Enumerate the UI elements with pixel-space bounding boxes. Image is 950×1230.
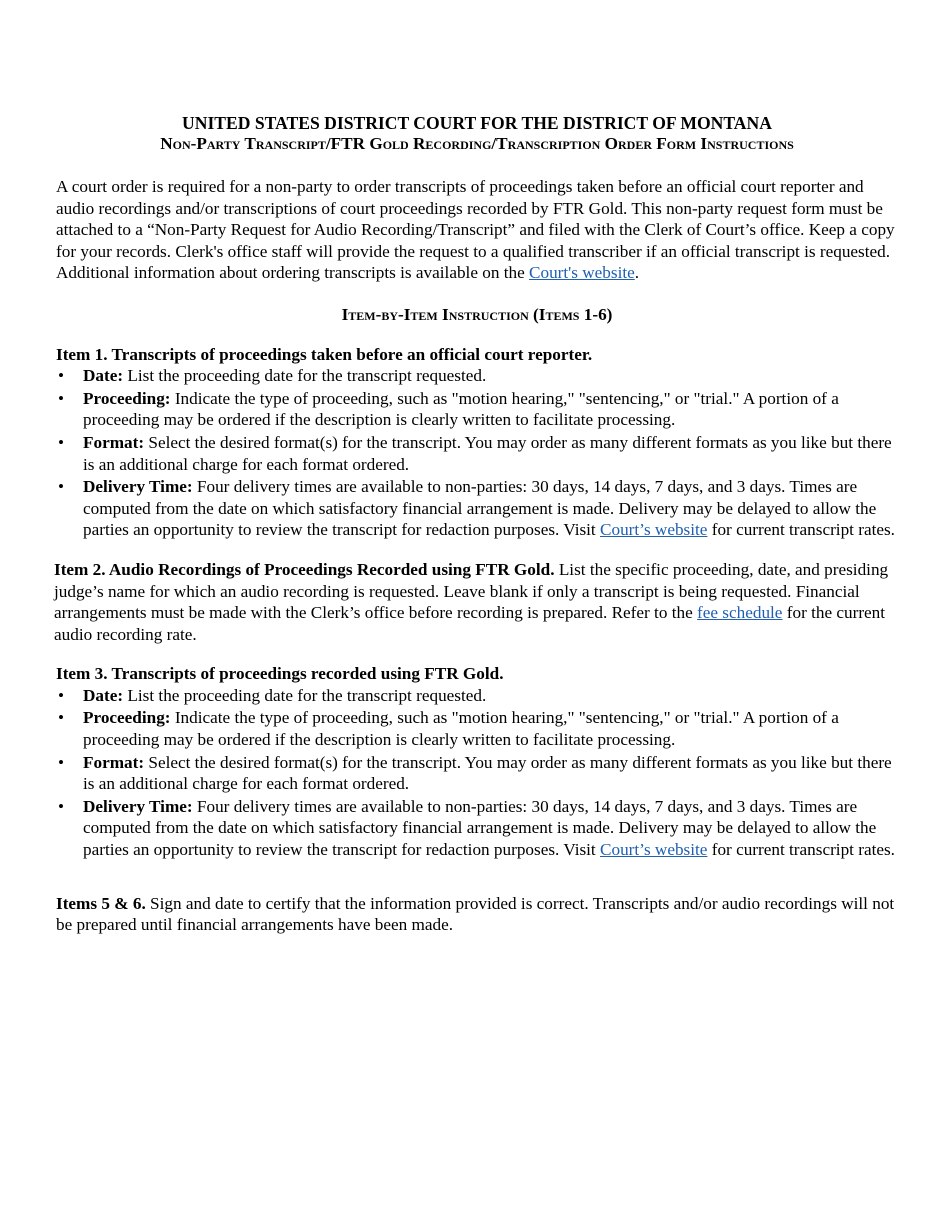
bullet-label: Format: [83,752,145,772]
items56-text: Sign and date to certify that the information provided is correct. Transcripts and/or audio recordings will not be prepared until financial arrangements have been made. [56,893,895,935]
bullet-text: Select the desired format(s) for the transcript. You may order as many different formats as you like but there is an additional charge for each format ordered. [83,432,892,474]
courts-website-link[interactable]: Court's website [529,263,635,283]
bullet-icon: • [57,708,65,728]
item2-text-end: for the current audio recording rate. [54,603,886,644]
item2-label: Item 2. Audio Recordings of Proceedings Recorded using FTR Gold. [54,559,555,579]
bullet-label: Proceeding: [83,708,171,728]
item2-paragraph [54,559,898,645]
bullet-text: Select the desired format(s) for the transcript. You may order as many different formats as you like but there is an additional charge for each format ordered. [83,752,892,794]
bullet-icon: • [57,796,65,816]
items56-label: Items 5 & 6. [56,893,146,913]
item3-heading: Item 3. Transcripts of proceedings recorded using FTR Gold. [56,664,504,684]
items56-paragraph [56,893,898,936]
bullet-text: Four delivery times are available to non-parties: 30 days, 14 days, 7 days, and 3 days. Times are computed from the date on which satisfactory financial arrangement is made. Delivery may be delayed to allow the parties an opportunity to review the transcript for redaction purposes. Visit [83,796,877,860]
bullet-icon: • [57,685,65,705]
intro-text-end: . [634,263,640,283]
section-heading: Item-by-Item Instruction (Items 1-6) [341,304,613,324]
fee-schedule-link[interactable]: fee schedule [697,603,783,623]
bullet-label: Date: [83,366,124,386]
court-title: UNITED STATES DISTRICT COURT FOR THE DISTRICT OF MONTANA [182,113,772,133]
bullet-label: Date: [83,685,124,705]
bullet-text: Four delivery times are available to non-parties: 30 days, 14 days, 7 days, and 3 days. Times are computed from the date on which satisfactory financial arrangement is made. Delivery may be delayed to allow the parties an opportunity to review the transcript for redaction purposes. Visit [83,477,877,540]
bullet-label: Delivery Time: [83,796,193,816]
bullet-text-end: for current transcript rates. [707,520,895,540]
bullet-icon: • [57,477,65,497]
list-item [56,432,898,475]
form-subtitle: Non-Party Transcript/FTR Gold Recording/Transcription Order Form Instructions [160,134,794,153]
bullet-label: Format: [83,432,145,452]
item3-list [56,685,898,861]
bullet-text: List the proceeding date for the transcript requested. [123,366,487,386]
courts-website-link[interactable]: Court’s website [600,840,708,860]
bullet-icon: • [57,366,65,386]
intro-paragraph [56,176,898,284]
list-item [56,685,898,707]
item1-heading: Item 1. Transcripts of proceedings taken before an official court reporter. [56,344,593,364]
bullet-label: Proceeding: [83,388,171,408]
list-item [56,388,898,431]
bullet-label: Delivery Time: [83,477,193,497]
bullet-icon: • [57,432,65,452]
courts-website-link[interactable]: Court’s website [600,520,708,540]
list-item [56,476,898,541]
list-item [56,752,898,795]
list-item [56,796,898,861]
bullet-text: Indicate the type of proceeding, such as "motion hearing," "sentencing," or "trial." A portion of a proceeding may be ordered if the description is clearly written to facilitate processing. [83,388,839,430]
item2-text: List the specific proceeding, date, and presiding judge’s name for which an audio recording is requested. Leave blank if only a transcript is being requested. Financial arrangements must be made with the Clerk’s office before recording is prepared. Refer to the [54,559,889,623]
list-item [56,707,898,750]
bullet-icon: • [57,752,65,772]
list-item [56,365,898,387]
bullet-text-end: for current transcript rates. [707,840,895,860]
item1-list [56,365,898,541]
bullet-text: Indicate the type of proceeding, such as "motion hearing," "sentencing," or "trial." A portion of a proceeding may be ordered if the description is clearly written to facilitate processing. [83,708,839,750]
intro-text: A court order is required for a non-party to order transcripts of proceedings taken before an official court reporter and audio recordings and/or transcriptions of court proceedings recorded by FTR Gold. This non-party request form must be attached to a “Non-Party Request for Audio Recording/Transcript” and filed with the Clerk of Court’s office. Keep a copy for your records. Clerk's office staff will provide the request to a qualified transcriber if an official transcript is requested. Additional information about ordering transcripts is available on the [56,177,895,283]
bullet-text: List the proceeding date for the transcript requested. [123,685,487,705]
document-page [56,112,898,936]
bullet-icon: • [57,388,65,408]
